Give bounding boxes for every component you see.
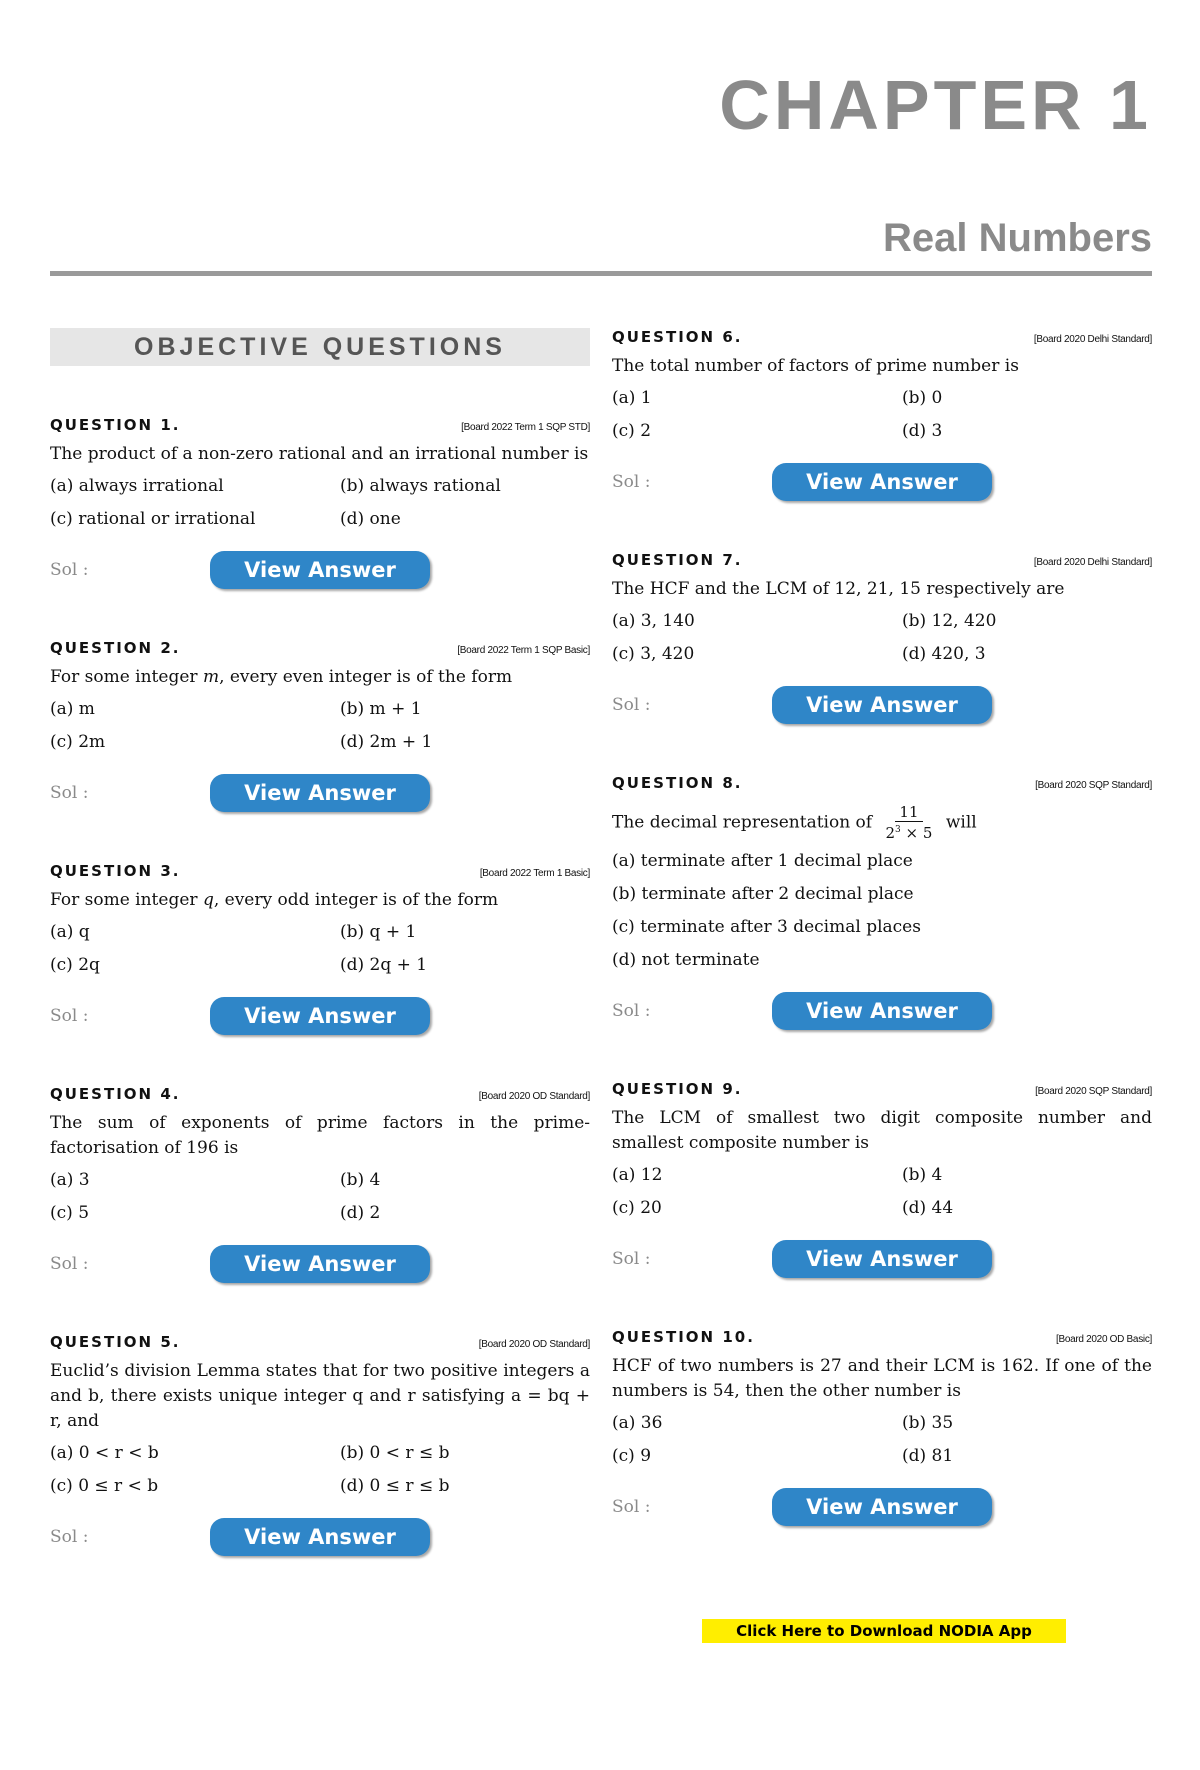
option-b: (b) terminate after 2 decimal place: [612, 884, 914, 904]
view-answer-button[interactable]: View Answer: [772, 1240, 992, 1278]
option-d: (d) 3: [902, 421, 943, 441]
option-c: (c) rational or irrational: [50, 509, 256, 529]
option-b: (b) 35: [902, 1413, 954, 1433]
question-number: QUESTION 10.: [612, 1328, 755, 1346]
question-stem: The LCM of smallest two digit composite number and smallest composite number is: [612, 1108, 1152, 1153]
question-source: [Board 2020 Delhi Standard]: [1033, 334, 1152, 345]
question-number: QUESTION 9.: [612, 1080, 743, 1098]
question-source: [Board 2020 SQP Standard]: [1035, 780, 1152, 791]
sol-label: Sol :: [612, 695, 651, 715]
question-number: QUESTION 8.: [612, 774, 743, 792]
sol-label: Sol :: [50, 783, 89, 803]
question-source: [Board 2020 OD Standard]: [478, 1339, 590, 1350]
question-5: [50, 1333, 590, 1557]
view-answer-button[interactable]: View Answer: [772, 686, 992, 724]
question-source: [Board 2022 Term 1 Basic]: [479, 868, 590, 879]
question-stem: For some integer q, every odd integer is of the form: [50, 890, 499, 910]
question-1: [50, 416, 590, 590]
question-9: [612, 1080, 1152, 1279]
view-answer-button[interactable]: View Answer: [210, 774, 430, 812]
question-stem: The decimal representation of $\frac{11}{2^3 \times 5}$ will: [612, 803, 977, 842]
fraction: $\frac{11}{2^3 \times 5}$: [885, 803, 933, 842]
option-b: (b) 4: [902, 1165, 943, 1185]
left-column: [50, 328, 590, 1557]
sol-label: Sol :: [50, 1254, 89, 1274]
question-number: QUESTION 7.: [612, 551, 743, 569]
view-answer-button[interactable]: View Answer: [210, 551, 430, 589]
sol-label: Sol :: [50, 1006, 89, 1026]
option-b: (b) 0: [902, 388, 943, 408]
question-stem: For some integer m, every even integer is of the form: [50, 667, 513, 687]
question-source: [Board 2022 Term 1 SQP Basic]: [457, 645, 590, 656]
question-source: [Board 2020 SQP Standard]: [1035, 1086, 1152, 1097]
view-answer-button[interactable]: View Answer: [772, 1488, 992, 1526]
right-column: [612, 328, 1152, 1527]
option-d: (d) 2m + 1: [340, 732, 433, 752]
option-c: (c) terminate after 3 decimal places: [612, 917, 921, 937]
option-c: (c) 2q: [50, 955, 100, 975]
question-2: [50, 639, 590, 813]
question-source: [Board 2020 OD Basic]: [1056, 1334, 1152, 1345]
view-answer-button[interactable]: View Answer: [772, 463, 992, 501]
view-answer-button[interactable]: View Answer: [210, 1518, 430, 1556]
option-a: (a) 36: [612, 1413, 663, 1433]
question-number: QUESTION 6.: [612, 328, 743, 346]
option-c: (c) 20: [612, 1198, 662, 1218]
question-number: QUESTION 5.: [50, 1333, 181, 1351]
option-b: (b) 0 < r ≤ b: [340, 1443, 450, 1463]
option-a: (a) 3: [50, 1170, 90, 1190]
question-stem: Euclid’s division Lemma states that for two positive integers a and b, there exists unique integer q and r satisfying a = bq + r, and: [50, 1361, 590, 1431]
option-c: (c) 3, 420: [612, 644, 695, 664]
sol-label: Sol :: [612, 1497, 651, 1517]
question-4: [50, 1085, 590, 1284]
option-d: (d) one: [340, 509, 401, 529]
question-source: [Board 2020 OD Standard]: [478, 1091, 590, 1102]
option-a: (a) terminate after 1 decimal place: [612, 851, 913, 871]
question-stem: The total number of factors of prime number is: [612, 356, 1019, 376]
question-stem: The product of a non-zero rational and an irrational number is: [50, 444, 589, 464]
option-a: (a) 1: [612, 388, 652, 408]
option-d: (d) 2q + 1: [340, 955, 428, 975]
chapter-title: CHAPTER 1: [719, 66, 1152, 144]
option-a: (a) q: [50, 922, 90, 942]
option-a: (a) 3, 140: [612, 611, 695, 631]
option-b: (b) q + 1: [340, 922, 417, 942]
option-b: (b) 12, 420: [902, 611, 997, 631]
question-stem: HCF of two numbers is 27 and their LCM is 162. If one of the numbers is 54, then the other number is: [612, 1356, 1152, 1401]
option-b: (b) always rational: [340, 476, 501, 496]
option-d: (d) 420, 3: [902, 644, 986, 664]
question-number: QUESTION 3.: [50, 862, 181, 880]
option-c: (c) 2m: [50, 732, 106, 752]
question-source: [Board 2020 Delhi Standard]: [1033, 557, 1152, 568]
question-number: QUESTION 2.: [50, 639, 181, 657]
option-c: (c) 9: [612, 1446, 652, 1466]
view-answer-button[interactable]: View Answer: [210, 997, 430, 1035]
sol-label: Sol :: [50, 1527, 89, 1547]
question-source: [Board 2022 Term 1 SQP STD]: [461, 422, 590, 433]
option-a: (a) 12: [612, 1165, 663, 1185]
question-7: [612, 551, 1152, 725]
chapter-subject: Real Numbers: [883, 216, 1152, 260]
question-8: [612, 774, 1152, 1031]
option-a: (a) 0 < r < b: [50, 1443, 159, 1463]
header-divider: [50, 271, 1152, 276]
option-d: (d) 81: [902, 1446, 954, 1466]
question-number: QUESTION 4.: [50, 1085, 181, 1103]
sol-label: Sol :: [612, 1249, 651, 1269]
question-3: [50, 862, 590, 1036]
option-d: (d) 2: [340, 1203, 381, 1223]
option-d: (d) 0 ≤ r ≤ b: [340, 1476, 450, 1496]
sol-label: Sol :: [612, 1001, 651, 1021]
question-stem: The sum of exponents of prime factors in the prime-factorisation of 196 is: [50, 1113, 590, 1158]
option-c: (c) 5: [50, 1203, 90, 1223]
option-d: (d) not terminate: [612, 950, 760, 970]
view-answer-button[interactable]: View Answer: [772, 992, 992, 1030]
option-c: (c) 0 ≤ r < b: [50, 1476, 159, 1496]
question-stem: The HCF and the LCM of 12, 21, 15 respectively are: [612, 579, 1065, 599]
section-title: OBJECTIVE QUESTIONS: [50, 328, 590, 366]
download-app-link[interactable]: Click Here to Download NODIA App: [702, 1619, 1066, 1643]
option-d: (d) 44: [902, 1198, 954, 1218]
option-a: (a) m: [50, 699, 95, 719]
option-b: (b) m + 1: [340, 699, 422, 719]
sol-label: Sol :: [612, 472, 651, 492]
question-number: QUESTION 1.: [50, 416, 181, 434]
question-6: [612, 328, 1152, 502]
option-b: (b) 4: [340, 1170, 381, 1190]
sol-label: Sol :: [50, 560, 89, 580]
option-a: (a) always irrational: [50, 476, 224, 496]
question-10: [612, 1328, 1152, 1527]
option-c: (c) 2: [612, 421, 652, 441]
view-answer-button[interactable]: View Answer: [210, 1245, 430, 1283]
